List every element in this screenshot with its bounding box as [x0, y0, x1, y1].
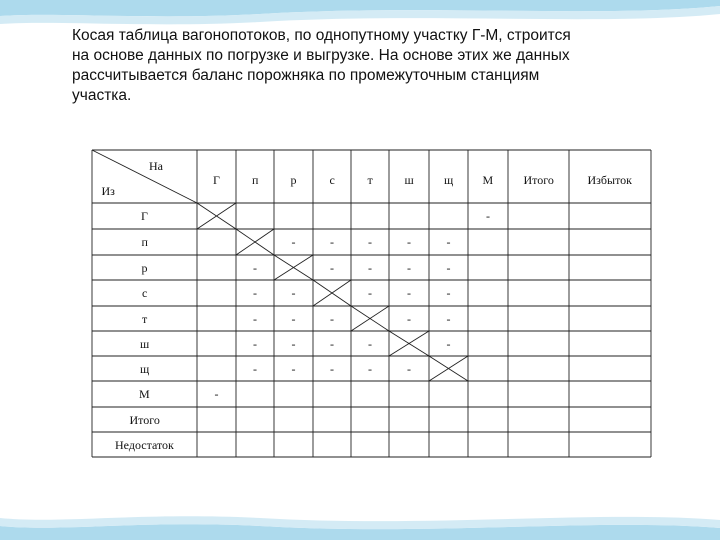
- row-header: р: [141, 260, 148, 275]
- table-cell-value: -: [407, 286, 411, 300]
- table-cell-value: -: [253, 286, 257, 300]
- row-header: ш: [140, 336, 150, 351]
- row-header: щ: [140, 361, 150, 376]
- column-header: Итого: [523, 173, 554, 187]
- column-header: р: [290, 173, 297, 187]
- table-cell-value: -: [446, 235, 451, 249]
- table-cell-value: -: [368, 260, 372, 275]
- table-cell-value: -: [253, 336, 257, 351]
- corner-label-to: На: [149, 159, 163, 173]
- row-header: М: [139, 387, 150, 401]
- table-cell-value: -: [407, 260, 411, 275]
- table-cell-value: -: [214, 387, 219, 401]
- table-cell-value: -: [330, 361, 334, 376]
- table-cell-value: -: [291, 361, 296, 376]
- table-cell-value: -: [368, 235, 372, 249]
- column-header: п: [252, 173, 259, 187]
- row-header: Недостаток: [115, 437, 174, 452]
- column-header: Г: [213, 173, 220, 187]
- table-cell-value: -: [446, 286, 451, 300]
- table-cell-value: -: [291, 235, 296, 249]
- row-header: с: [142, 286, 148, 300]
- table-cell-value: -: [486, 209, 490, 223]
- table-cell-value: -: [330, 311, 334, 326]
- row-header: Итого: [129, 412, 160, 427]
- table-cell-value: -: [407, 361, 411, 376]
- column-header: ш: [404, 173, 414, 187]
- corner-label-from: Из: [101, 184, 115, 198]
- row-header: Г: [141, 209, 148, 223]
- table-cell-value: -: [368, 361, 372, 376]
- column-header: с: [329, 173, 335, 187]
- table-cell-value: -: [407, 311, 411, 326]
- table-cell-value: -: [253, 311, 257, 326]
- column-header: М: [482, 173, 494, 187]
- table-cell-value: -: [291, 286, 296, 300]
- heading-line-1: Косая таблица вагонопотоков, по однопутному участку Г-М, строится: [72, 27, 571, 44]
- heading-line-3: рассчитывается баланс порожняка по промежуточным станциям: [72, 67, 540, 84]
- column-header: щ: [444, 173, 454, 187]
- heading-line-2: на основе данных по погрузке и выгрузке. На основе этих же данных: [72, 47, 570, 64]
- column-header: т: [367, 173, 373, 187]
- table-cell-value: -: [330, 260, 334, 275]
- table-cell-value: -: [330, 235, 334, 249]
- table-cell-value: -: [368, 336, 372, 351]
- table-cell-value: -: [291, 311, 296, 326]
- row-header: т: [142, 311, 148, 326]
- table-cell-value: -: [330, 336, 334, 351]
- table-cell-value: -: [368, 286, 372, 300]
- heading-line-4: участка.: [72, 87, 132, 104]
- table-cell-value: -: [446, 260, 451, 275]
- table-cell-value: -: [446, 311, 451, 326]
- row-header: п: [141, 235, 148, 249]
- table-cell-value: -: [291, 336, 296, 351]
- table-cell-value: -: [253, 260, 257, 275]
- column-header: Избыток: [587, 173, 632, 187]
- table-cell-value: -: [446, 336, 451, 351]
- table-cell-value: -: [253, 361, 257, 376]
- table-cell-value: -: [407, 235, 411, 249]
